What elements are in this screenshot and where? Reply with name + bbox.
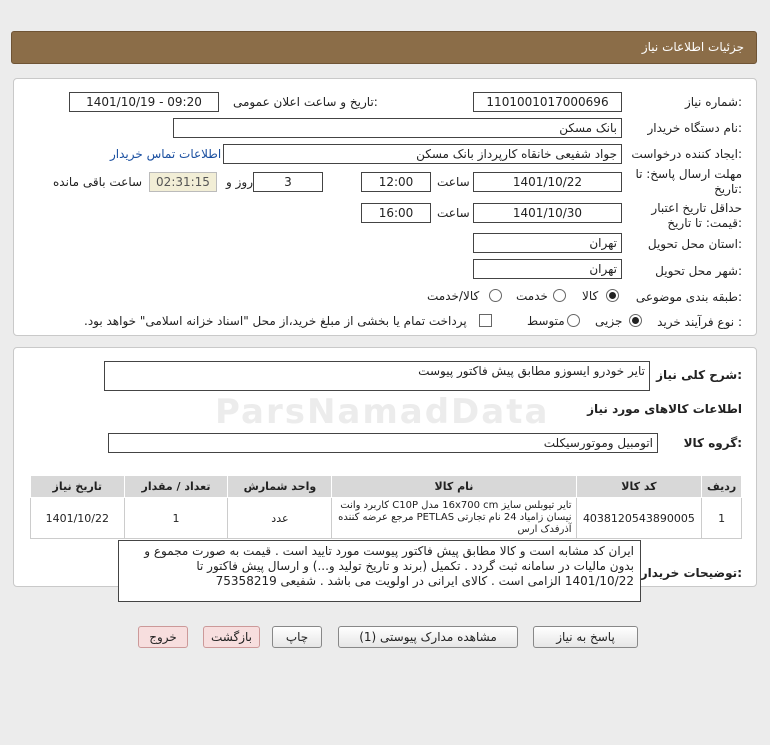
price-validity-label-1: حداقل تاریخ اعتبار bbox=[651, 201, 742, 215]
col-unit: واحد شمارش bbox=[228, 476, 332, 498]
treasury-note: پرداخت تمام یا بخشی از مبلغ خرید،از محل "اسناد خزانه اسلامی" خواهد بود. bbox=[84, 314, 467, 328]
purchase-process-label: نوع فرآیند خرید : bbox=[657, 315, 742, 329]
category-option-goods-service: کالا/خدمت bbox=[427, 289, 480, 303]
cell-name: تایر تیوبلس سایز 16x700 cm مدل C10P کاربرد وانت نیسان زامیاد 24 نام تجارتی PETLAS مرجع عرضه کننده آذرفدک ارس bbox=[332, 498, 576, 539]
summary-label: شرح کلی نیاز: bbox=[656, 368, 742, 382]
category-option-service: خدمت bbox=[516, 289, 548, 303]
category-radio-goods-service[interactable] bbox=[489, 289, 502, 302]
process-option-minor: جزیی bbox=[595, 314, 623, 328]
category-radio-service[interactable] bbox=[553, 289, 566, 302]
col-date: تاریخ نیاز bbox=[31, 476, 125, 498]
col-qty: تعداد / مقدار bbox=[124, 476, 228, 498]
announce-datetime-field: 1401/10/19 - 09:20 bbox=[69, 92, 219, 112]
col-code: کد کالا bbox=[576, 476, 702, 498]
reply-time-label: ساعت bbox=[437, 175, 470, 189]
delivery-city-field: تهران bbox=[473, 259, 622, 279]
category-radio-goods[interactable] bbox=[606, 289, 619, 302]
process-radio-minor[interactable] bbox=[629, 314, 642, 327]
cell-qty: 1 bbox=[124, 498, 228, 539]
price-validity-time: 16:00 bbox=[361, 203, 431, 223]
page-title: جزئیات اطلاعات نیاز bbox=[641, 40, 744, 54]
col-row: ردیف bbox=[702, 476, 742, 498]
exit-button[interactable]: خروج bbox=[138, 626, 188, 648]
reply-deadline-label-1: مهلت ارسال پاسخ: تا bbox=[635, 167, 742, 181]
delivery-province-field: تهران bbox=[473, 233, 622, 253]
need-number-field: 1101001017000696 bbox=[473, 92, 622, 112]
reply-deadline-time: 12:00 bbox=[361, 172, 431, 192]
remaining-days: 3 bbox=[253, 172, 323, 192]
cell-date: 1401/10/22 bbox=[31, 498, 125, 539]
header-bar bbox=[11, 31, 757, 64]
requester-field: جواد شفیعی خانقاه کارپرداز بانک مسکن bbox=[223, 144, 622, 164]
table-row bbox=[31, 498, 742, 539]
process-radio-medium[interactable] bbox=[567, 314, 580, 327]
price-validity-date: 1401/10/30 bbox=[473, 203, 622, 223]
buyer-org-field: بانک مسکن bbox=[173, 118, 622, 138]
delivery-city-label: شهر محل تحویل: bbox=[655, 264, 742, 278]
buyer-notes-box: ایران کد مشابه است و کالا مطابق پیش فاکتور پیوست مورد تایید است . قیمت به صورت مجموع و بدون مالیات در سامانه ثبت گردد . تکمیل (برند و تاریخ تولید و...) و ارسال پیش فاکتور تا 1401/10/22 الزامی است . کالای ایرانی در اولویت می باشد . شفیعی 75358219 bbox=[118, 540, 641, 602]
view-attachments-button[interactable]: مشاهده مدارک پیوستی (1) bbox=[338, 626, 518, 648]
need-number-label: شماره نیاز: bbox=[684, 95, 742, 109]
days-label: روز و bbox=[226, 175, 253, 189]
category-option-goods: کالا bbox=[582, 289, 599, 303]
buyer-contact-link[interactable]: اطلاعات تماس خریدار bbox=[110, 147, 222, 161]
reply-deadline-date: 1401/10/22 bbox=[473, 172, 622, 192]
buyer-notes-label: توضیحات خریدار: bbox=[640, 566, 742, 580]
remaining-time-label: ساعت باقی مانده bbox=[53, 175, 143, 189]
goods-info-title: اطلاعات کالاهای مورد نیاز bbox=[587, 402, 742, 416]
table-header-row bbox=[31, 476, 742, 498]
back-button[interactable]: بازگشت bbox=[203, 626, 260, 648]
summary-field: تایر خودرو ایسوزو مطابق پیش فاکتور پیوست bbox=[104, 361, 650, 391]
reply-button[interactable]: پاسخ به نیاز bbox=[533, 626, 638, 648]
col-name: نام کالا bbox=[332, 476, 576, 498]
goods-table bbox=[30, 475, 742, 539]
cell-row: 1 bbox=[702, 498, 742, 539]
cell-code: 4038120543890005 bbox=[576, 498, 702, 539]
delivery-province-label: استان محل تحویل: bbox=[647, 237, 742, 251]
goods-group-field: اتومبیل وموتورسیکلت bbox=[108, 433, 658, 453]
cell-unit: عدد bbox=[228, 498, 332, 539]
category-label: طبقه بندی موضوعی: bbox=[635, 290, 742, 304]
treasury-checkbox[interactable] bbox=[479, 314, 492, 327]
announce-datetime-label: تاریخ و ساعت اعلان عمومی: bbox=[233, 95, 378, 109]
process-option-medium: متوسط bbox=[527, 314, 565, 328]
buyer-org-label: نام دستگاه خریدار: bbox=[647, 121, 742, 135]
remaining-time: 02:31:15 bbox=[149, 172, 217, 192]
requester-label: ایجاد کننده درخواست: bbox=[631, 147, 742, 161]
print-button[interactable]: چاپ bbox=[272, 626, 322, 648]
price-validity-time-label: ساعت bbox=[437, 206, 470, 220]
price-validity-label-2: قیمت: تا تاریخ: bbox=[667, 216, 742, 230]
reply-deadline-label-2: تاریخ: bbox=[714, 182, 742, 196]
goods-group-label: گروه کالا: bbox=[683, 436, 742, 450]
